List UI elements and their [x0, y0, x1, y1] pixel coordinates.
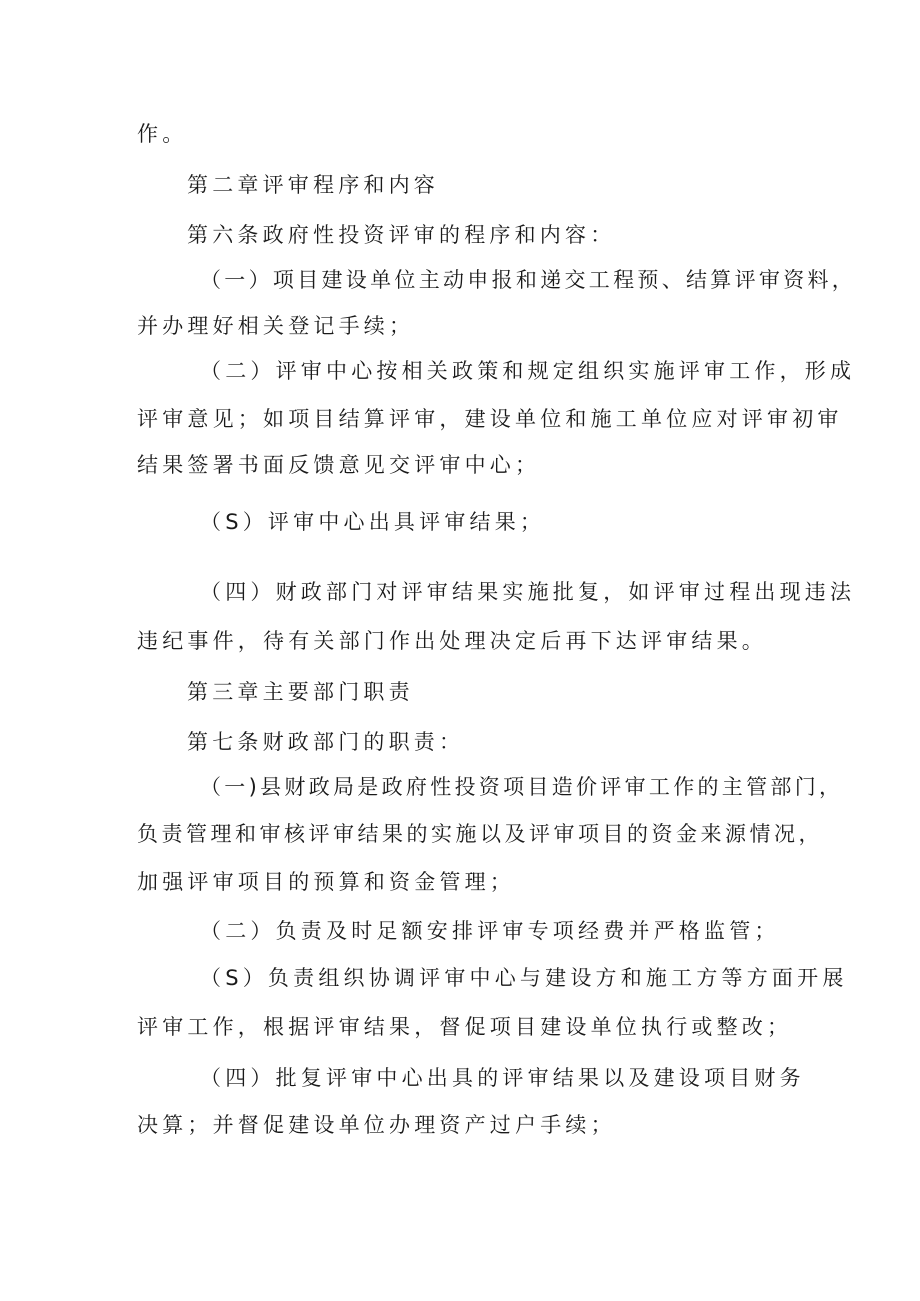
paragraph-line: （S）评审中心出具评审结果； [200, 510, 546, 534]
paragraph-line: （一)县财政局是政府性投资项目造价评审工作的主管部门， [200, 775, 844, 799]
paragraph-line: （一）项目建设单位主动申报和递交工程预、结算评审资料， [200, 268, 857, 292]
paragraph-line: 评审工作，根据评审结果，督促项目建设单位执行或整改； [137, 1015, 793, 1039]
article-heading-7: 第七条财政部门的职责： [187, 730, 465, 754]
paragraph-line: （四）财政部门对评审结果实施批复，如评审过程出现违法 [200, 580, 856, 604]
paragraph-line: 加强评审项目的预算和资金管理； [137, 870, 515, 894]
chapter-heading-2: 第二章评审程序和内容 [187, 173, 439, 197]
paragraph-line: 违纪事件，待有关部门作出处理决定后再下达评审结果。 [137, 629, 767, 653]
paragraph-line: （二）评审中心按相关政策和规定组织实施评审工作，形成 [200, 359, 856, 383]
paragraph-line: （S）负责组织协调评审中心与建设方和施工方等方面开展 [200, 966, 848, 990]
paragraph-line: （四）批复评审中心出具的评审结果以及建设项目财务 [200, 1066, 805, 1090]
paragraph-line: （二）负责及时足额安排评审专项经费并严格监管； [200, 919, 780, 943]
paragraph-line: 并办理好相关登记手续； [137, 314, 415, 338]
article-heading-6: 第六条政府性投资评审的程序和内容： [187, 223, 616, 247]
paragraph-line: 决算；并督促建设单位办理资产过户手续； [137, 1113, 616, 1137]
paragraph-line: 结果签署书面反馈意见交评审中心； [137, 453, 541, 477]
text-line-continuation: 作。 [137, 122, 188, 146]
chapter-heading-3: 第三章主要部门职责 [187, 680, 414, 704]
paragraph-line: 评审意见；如项目结算评审，建设单位和施工单位应对评审初审 [137, 407, 843, 431]
paragraph-line: 负责管理和审核评审结果的实施以及评审项目的资金来源情况， [137, 822, 823, 846]
